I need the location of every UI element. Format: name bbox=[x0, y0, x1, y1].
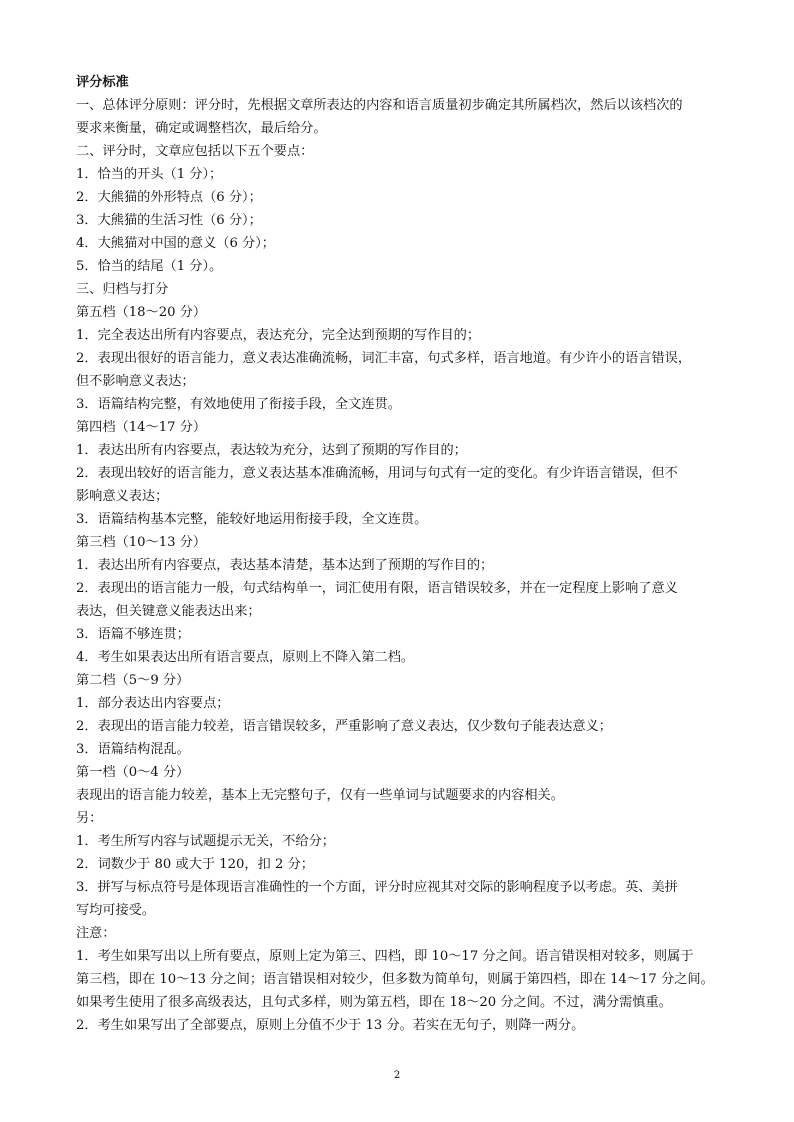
text-line: 3．语篇不够连贯； bbox=[76, 627, 190, 642]
text-line: 5．恰当的结尾（1 分）。 bbox=[76, 259, 223, 274]
text-line: 2．大熊猫的外形特点（6 分）； bbox=[76, 190, 262, 205]
text-line: 2．表现出的语言能力较差，语言错误较多，严重影响了意义表达，仅少数句子能表达意义； bbox=[76, 719, 612, 734]
text-line: 1．表达出所有内容要点，表达较为充分，达到了预期的写作目的； bbox=[76, 443, 467, 458]
text-line: 1．考生如果写出以上所有要点，原则上定为第三、四档，即 10～17 分之间。语言错误相对较多，则属于 bbox=[76, 949, 694, 964]
text-line: 3．拼写与标点符号是体现语言准确性的一个方面，评分时应视其对交际的影响程度予以考虑。英、美拼 bbox=[76, 880, 678, 895]
text-line: 2．词数少于 80 或大于 120，扣 2 分； bbox=[76, 857, 314, 872]
text-line: 4．考生如果表达出所有语言要点，原则上不降入第二档。 bbox=[76, 650, 415, 665]
document-body bbox=[76, 71, 726, 1037]
text-line: 2．表现出很好的语言能力，意义表达准确流畅，词汇丰富，句式多样，语言地道。有少许小的语言错误， bbox=[76, 351, 692, 366]
text-line: 4．大熊猫对中国的意义（6 分）； bbox=[76, 236, 275, 251]
text-line: 二、评分时，文章应包括以下五个要点： bbox=[76, 144, 314, 159]
text-line: 第三档，即在 10～13 分之间；语言错误相对较少，但多数为简单句，则属于第四档，即在 14～17 分之间。 bbox=[76, 972, 714, 987]
text-line: 表达，但关键意义能表达出来； bbox=[76, 604, 261, 619]
text-line: 1．考生所写内容与试题提示无关，不给分； bbox=[76, 834, 335, 849]
text-line: 1．部分表达出内容要点； bbox=[76, 696, 230, 711]
text-line: 3．语篇结构基本完整，能较好地运用衔接手段，全文连贯。 bbox=[76, 512, 428, 527]
text-line: 2．表现出较好的语言能力，意义表达基本准确流畅，用词与句式有一定的变化。有少许语言错误，但不 bbox=[76, 466, 678, 481]
text-line: 1．表达出所有内容要点，表达基本清楚，基本达到了预期的写作目的； bbox=[76, 558, 494, 573]
text-line: 第五档（18～20 分） bbox=[76, 305, 207, 320]
text-line: 第二档（5～9 分） bbox=[76, 673, 190, 688]
page-number: 2 bbox=[393, 1070, 401, 1081]
text-line: 一、总体评分原则：评分时，先根据文章所表达的内容和语言质量初步确定其所属档次，然后以该档次的 bbox=[76, 98, 683, 113]
text-line: 但不影响意义表达； bbox=[76, 374, 195, 389]
text-line: 影响意义表达； bbox=[76, 489, 169, 504]
text-line: 第一档（0～4 分） bbox=[76, 765, 190, 780]
text-line: 注意： bbox=[76, 926, 116, 941]
text-line: 三、归档与打分 bbox=[76, 282, 169, 297]
text-line: 如果考生使用了很多高级表达，且句式多样，则为第五档，即在 18～20 分之间。不过，满分需慎重。 bbox=[76, 995, 672, 1010]
text-line: 3．语篇结构混乱。 bbox=[76, 742, 190, 757]
text-line: 第四档（14～17 分） bbox=[76, 420, 207, 435]
text-line: 3．语篇结构完整，有效地使用了衔接手段，全文连贯。 bbox=[76, 397, 401, 412]
document-title: 评分标准 bbox=[76, 75, 129, 90]
text-line: 第三档（10～13 分） bbox=[76, 535, 207, 550]
text-line: 2．表现出的语言能力一般，句式结构单一，词汇使用有限，语言错误较多，并在一定程度上影响了意义 bbox=[76, 581, 678, 596]
text-line: 3．大熊猫的生活习性（6 分）； bbox=[76, 213, 262, 228]
text-line: 写均可接受。 bbox=[76, 903, 156, 918]
text-line: 要求来衡量，确定或调整档次，最后给分。 bbox=[76, 121, 327, 136]
text-line: 1．完全表达出所有内容要点，表达充分，完全达到预期的写作目的； bbox=[76, 328, 481, 343]
text-line: 另： bbox=[76, 811, 103, 826]
text-line: 表现出的语言能力较差，基本上无完整句子，仅有一些单词与试题要求的内容相关。 bbox=[76, 788, 564, 803]
text-line: 2．考生如果写出了全部要点，原则上分值不少于 13 分。若实在无句子，则降一两分。 bbox=[76, 1018, 585, 1033]
text-line: 1．恰当的开头（1 分）； bbox=[76, 167, 223, 182]
